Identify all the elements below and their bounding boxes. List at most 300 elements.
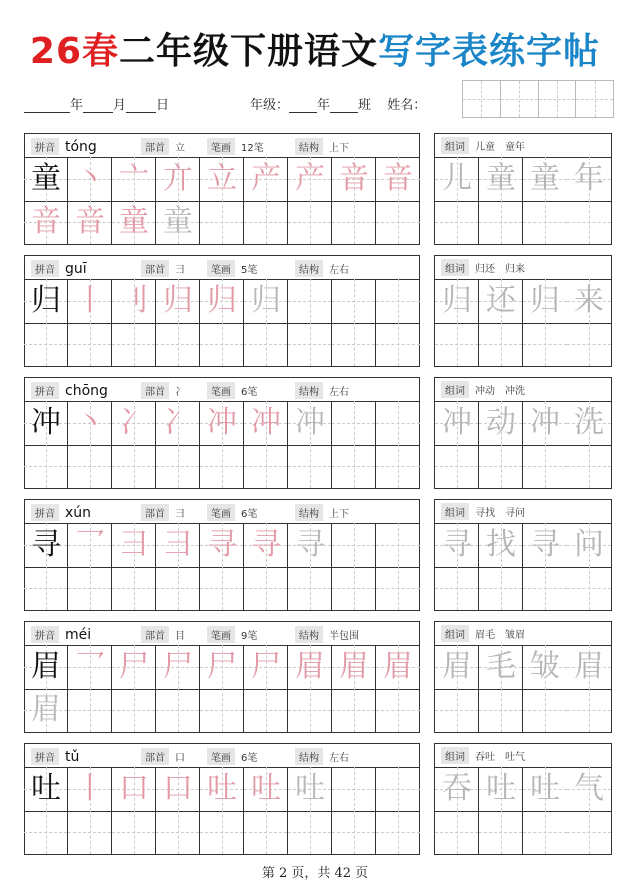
word-cell[interactable] — [523, 444, 567, 488]
words-panel — [434, 499, 612, 611]
words-value: 归还 归来 — [475, 264, 525, 275]
class-label: 班 — [358, 98, 372, 113]
word-cell[interactable] — [479, 688, 523, 732]
grid-cell[interactable] — [112, 200, 156, 244]
grid-cell[interactable] — [244, 645, 288, 689]
grid-cell[interactable] — [288, 566, 332, 610]
word-cell[interactable] — [567, 322, 611, 366]
grid-cell[interactable] — [112, 810, 156, 854]
grid-cell[interactable] — [244, 444, 288, 488]
word-cell[interactable] — [479, 200, 523, 244]
practice-grid — [25, 157, 419, 244]
grid-cell[interactable] — [332, 200, 376, 244]
header-group — [289, 748, 349, 765]
grid-cell[interactable] — [200, 810, 244, 854]
class-blank[interactable] — [330, 98, 358, 113]
word-cell[interactable] — [567, 688, 611, 732]
grid-cell[interactable] — [376, 279, 420, 323]
strokes-tag: 笔画 — [207, 748, 235, 765]
radical-tag: 部首 — [141, 748, 169, 765]
word-cell[interactable] — [479, 401, 523, 445]
word-cell[interactable] — [479, 444, 523, 488]
grid-cell[interactable] — [156, 810, 200, 854]
pinyin-tag: 拼音 — [31, 138, 59, 155]
grid-cell[interactable] — [156, 444, 200, 488]
radical-tag: 部首 — [141, 260, 169, 277]
grid-cell[interactable] — [332, 645, 376, 689]
grid-cell[interactable] — [112, 444, 156, 488]
stroke-step: 尸 — [119, 649, 149, 684]
pinyin-tag: 拼音 — [31, 504, 59, 521]
grid-cell[interactable] — [288, 444, 332, 488]
stroke-step: 冫 — [163, 405, 193, 440]
structure-value: 左右 — [329, 387, 349, 398]
grid-cell[interactable] — [68, 401, 112, 445]
grid-cell[interactable] — [24, 200, 68, 244]
pinyin-value: guī — [65, 260, 87, 277]
word-cell[interactable] — [523, 200, 567, 244]
radical-value: 彐 — [175, 265, 185, 276]
word-trace-char: 问 — [574, 527, 604, 562]
trace-char: 归 — [251, 283, 281, 318]
word-cell[interactable] — [435, 401, 479, 445]
stroke-step: 口 — [119, 771, 149, 806]
grid-cell[interactable] — [156, 523, 200, 567]
word-cell[interactable] — [479, 645, 523, 689]
words-header — [435, 256, 611, 280]
char-block — [24, 743, 614, 855]
word-cell[interactable] — [523, 767, 567, 811]
grid-cell[interactable] — [332, 566, 376, 610]
header-group — [135, 138, 185, 155]
word-cell[interactable] — [479, 523, 523, 567]
structure-tag: 结构 — [295, 382, 323, 399]
year-blank[interactable] — [24, 98, 70, 113]
word-trace-char: 归 — [442, 283, 472, 318]
radical-tag: 部首 — [141, 138, 169, 155]
char-block — [24, 377, 614, 489]
grid-cell[interactable] — [376, 401, 420, 445]
grid-cell[interactable] — [200, 401, 244, 445]
word-trace-char: 皱 — [530, 649, 560, 684]
word-cell[interactable] — [567, 566, 611, 610]
stroke-step: 刂 — [119, 283, 149, 318]
grid-cell[interactable] — [112, 688, 156, 732]
word-cell[interactable] — [435, 645, 479, 689]
grid-cell[interactable] — [112, 157, 156, 201]
grid-cell[interactable] — [200, 566, 244, 610]
grid-cell[interactable] — [288, 200, 332, 244]
stroke-step: 吐 — [207, 771, 237, 806]
grid-cell[interactable] — [200, 157, 244, 201]
grid-cell[interactable] — [376, 810, 420, 854]
header-group — [201, 382, 257, 399]
grid-cell[interactable] — [244, 688, 288, 732]
page-footer: 第 2 页，共 42 页 — [261, 866, 369, 881]
word-cell[interactable] — [523, 810, 567, 854]
header-group — [135, 626, 185, 643]
word-cell[interactable] — [523, 279, 567, 323]
grid-cell[interactable] — [68, 767, 112, 811]
practice-grid — [25, 767, 419, 854]
header-group — [135, 748, 185, 765]
grid-cell[interactable] — [332, 322, 376, 366]
pinyin-value: méi — [65, 626, 92, 643]
radical-value: 冫 — [175, 387, 185, 398]
grid-cell[interactable] — [112, 566, 156, 610]
stroke-step: 归 — [163, 283, 193, 318]
stroke-step: 尸 — [163, 649, 193, 684]
stroke-panel — [24, 621, 420, 733]
month-blank[interactable] — [83, 98, 113, 113]
name-cell[interactable] — [576, 81, 613, 117]
trace-char: 冲 — [295, 405, 325, 440]
grid-cell[interactable] — [288, 523, 332, 567]
header-group — [201, 748, 257, 765]
words-panel — [434, 621, 612, 733]
model-char: 眉 — [31, 649, 61, 684]
grid-cell[interactable] — [288, 279, 332, 323]
word-cell[interactable] — [435, 810, 479, 854]
grid-cell[interactable] — [68, 688, 112, 732]
name-cell[interactable] — [501, 81, 539, 117]
words-header — [435, 744, 611, 768]
grid-cell[interactable] — [332, 767, 376, 811]
stroke-panel — [24, 377, 420, 489]
word-trace-char: 毛 — [486, 649, 516, 684]
grid-cell[interactable] — [24, 645, 68, 689]
words-panel — [434, 133, 612, 245]
grid-cell[interactable] — [288, 810, 332, 854]
word-cell[interactable] — [435, 279, 479, 323]
grid-cell[interactable] — [156, 157, 200, 201]
stroke-step: 产 — [295, 161, 325, 196]
grid-cell[interactable] — [244, 566, 288, 610]
grid-cell[interactable] — [112, 645, 156, 689]
word-cell[interactable] — [479, 157, 523, 201]
header-group — [289, 504, 349, 521]
grid-cell[interactable] — [68, 200, 112, 244]
grid-cell[interactable] — [68, 523, 112, 567]
word-cell[interactable] — [567, 200, 611, 244]
word-cell[interactable] — [523, 566, 567, 610]
char-header — [25, 622, 419, 646]
word-cell[interactable] — [523, 645, 567, 689]
words-header — [435, 378, 611, 402]
word-cell[interactable] — [523, 688, 567, 732]
header-group — [135, 504, 185, 521]
stroke-step: 丨 — [75, 771, 105, 806]
stroke-step: 冲 — [207, 405, 237, 440]
word-cell[interactable] — [523, 401, 567, 445]
words-tag: 组词 — [441, 381, 469, 398]
pinyin-value: chōng — [65, 382, 108, 399]
word-cell[interactable] — [479, 810, 523, 854]
words-value: 冲动 冲洗 — [475, 386, 525, 397]
radical-value: 立 — [175, 143, 185, 154]
page-title — [0, 30, 630, 74]
word-cell[interactable] — [479, 566, 523, 610]
word-trace-char: 来 — [574, 283, 604, 318]
grid-cell[interactable] — [68, 645, 112, 689]
radical-value: 彐 — [175, 509, 185, 520]
stroke-step: 音 — [75, 204, 105, 239]
word-cell[interactable] — [479, 322, 523, 366]
word-cell[interactable] — [435, 688, 479, 732]
grid-cell[interactable] — [288, 322, 332, 366]
structure-tag: 结构 — [295, 626, 323, 643]
grid-cell[interactable] — [24, 566, 68, 610]
grid-cell[interactable] — [112, 523, 156, 567]
grid-cell[interactable] — [156, 645, 200, 689]
grid-cell[interactable] — [244, 523, 288, 567]
grid-cell[interactable] — [156, 279, 200, 323]
word-trace-char: 洗 — [574, 405, 604, 440]
word-cell[interactable] — [567, 279, 611, 323]
word-cell[interactable] — [567, 157, 611, 201]
stroke-step: 彐 — [119, 527, 149, 562]
name-cell[interactable] — [539, 81, 577, 117]
practice-grid — [25, 279, 419, 366]
word-trace-char: 冲 — [530, 405, 560, 440]
structure-tag: 结构 — [295, 260, 323, 277]
stroke-step: 彐 — [163, 527, 193, 562]
word-cell[interactable] — [435, 767, 479, 811]
grid-cell[interactable] — [332, 157, 376, 201]
word-cell[interactable] — [435, 322, 479, 366]
strokes-tag: 笔画 — [207, 382, 235, 399]
grid-cell[interactable] — [244, 322, 288, 366]
word-trace-char: 冲 — [442, 405, 472, 440]
word-cell[interactable] — [523, 157, 567, 201]
grid-cell[interactable] — [68, 566, 112, 610]
grid-cell[interactable] — [156, 401, 200, 445]
word-cell[interactable] — [435, 157, 479, 201]
structure-value: 半包围 — [329, 631, 359, 642]
header-group — [25, 382, 108, 399]
word-cell[interactable] — [479, 767, 523, 811]
grid-cell[interactable] — [156, 200, 200, 244]
word-trace-char: 寻 — [530, 527, 560, 562]
grid-cell[interactable] — [112, 322, 156, 366]
grid-cell[interactable] — [244, 401, 288, 445]
pinyin-value: tǔ — [65, 748, 80, 765]
grid-cell[interactable] — [112, 401, 156, 445]
grid-cell[interactable] — [288, 401, 332, 445]
grade-blank[interactable] — [289, 98, 317, 113]
stroke-step: 尸 — [207, 649, 237, 684]
word-cell[interactable] — [567, 444, 611, 488]
grid-cell[interactable] — [24, 157, 68, 201]
grid-cell[interactable] — [24, 322, 68, 366]
char-header — [25, 378, 419, 402]
stroke-step: 眉 — [339, 649, 369, 684]
words-tag: 组词 — [441, 747, 469, 764]
grid-cell[interactable] — [288, 688, 332, 732]
word-trace-char: 吐 — [486, 771, 516, 806]
grid-cell[interactable] — [156, 688, 200, 732]
word-cell[interactable] — [435, 444, 479, 488]
name-cell[interactable] — [463, 81, 501, 117]
grid-cell[interactable] — [376, 322, 420, 366]
strokes-tag: 笔画 — [207, 138, 235, 155]
pinyin-value: xún — [65, 504, 92, 521]
word-cell[interactable] — [567, 810, 611, 854]
month-label: 月 — [113, 98, 127, 113]
stroke-step: 童 — [119, 204, 149, 239]
header-group — [289, 260, 349, 277]
grid-cell[interactable] — [24, 279, 68, 323]
grid-cell[interactable] — [24, 523, 68, 567]
word-trace-char: 眉 — [574, 649, 604, 684]
grid-cell[interactable] — [68, 322, 112, 366]
grid-cell[interactable] — [332, 279, 376, 323]
model-char: 冲 — [31, 405, 61, 440]
grid-cell[interactable] — [156, 566, 200, 610]
words-panel — [434, 377, 612, 489]
char-block — [24, 255, 614, 367]
grid-cell[interactable] — [288, 157, 332, 201]
grid-cell[interactable] — [332, 444, 376, 488]
strokes-value: 12笔 — [241, 143, 264, 154]
word-cell[interactable] — [435, 523, 479, 567]
stroke-step: 尸 — [251, 649, 281, 684]
words-value: 吞吐 吐气 — [475, 752, 525, 763]
word-cell[interactable] — [567, 401, 611, 445]
grid-cell[interactable] — [376, 688, 420, 732]
header-group — [201, 138, 264, 155]
grid-cell[interactable] — [24, 401, 68, 445]
grid-cell[interactable] — [24, 688, 68, 732]
words-grid — [435, 157, 611, 244]
grid-cell[interactable] — [200, 688, 244, 732]
word-trace-char: 还 — [486, 283, 516, 318]
grid-cell[interactable] — [200, 523, 244, 567]
grid-cell[interactable] — [376, 157, 420, 201]
name-label: 姓名： — [387, 98, 427, 113]
grid-cell[interactable] — [112, 767, 156, 811]
grid-cell[interactable] — [332, 401, 376, 445]
grid-cell[interactable] — [156, 767, 200, 811]
grid-cell[interactable] — [244, 279, 288, 323]
grid-cell[interactable] — [332, 688, 376, 732]
grid-cell[interactable] — [112, 279, 156, 323]
stroke-step: 冲 — [251, 405, 281, 440]
grid-cell[interactable] — [376, 444, 420, 488]
word-cell[interactable] — [567, 645, 611, 689]
grid-cell[interactable] — [68, 444, 112, 488]
structure-tag: 结构 — [295, 138, 323, 155]
grid-cell[interactable] — [376, 645, 420, 689]
grid-cell[interactable] — [200, 279, 244, 323]
words-grid — [435, 767, 611, 854]
grid-cell[interactable] — [332, 810, 376, 854]
year-label: 年 — [70, 98, 84, 113]
grid-cell[interactable] — [68, 279, 112, 323]
grid-cell[interactable] — [332, 523, 376, 567]
stroke-step: 音 — [383, 161, 413, 196]
words-tag: 组词 — [441, 503, 469, 520]
grid-cell[interactable] — [288, 767, 332, 811]
day-blank[interactable] — [126, 98, 156, 113]
word-cell[interactable] — [567, 523, 611, 567]
words-grid — [435, 645, 611, 732]
stroke-step: 眉 — [295, 649, 325, 684]
word-cell[interactable] — [435, 566, 479, 610]
word-cell[interactable] — [435, 200, 479, 244]
radical-tag: 部首 — [141, 626, 169, 643]
stroke-step: 丶 — [75, 405, 105, 440]
word-trace-char: 年 — [574, 161, 604, 196]
stroke-step: 亠 — [119, 161, 149, 196]
structure-value: 左右 — [329, 753, 349, 764]
words-value: 眉毛 皱眉 — [475, 630, 525, 641]
word-cell[interactable] — [479, 279, 523, 323]
grid-cell[interactable] — [376, 767, 420, 811]
grid-cell[interactable] — [200, 767, 244, 811]
word-trace-char: 童 — [530, 161, 560, 196]
strokes-value: 6笔 — [241, 509, 258, 520]
words-value: 儿童 童年 — [475, 142, 525, 153]
structure-value: 左右 — [329, 265, 349, 276]
grid-cell[interactable] — [376, 523, 420, 567]
stroke-step: 丨 — [75, 283, 105, 318]
grid-cell[interactable] — [244, 200, 288, 244]
header-group — [201, 504, 257, 521]
word-cell[interactable] — [523, 523, 567, 567]
grid-cell[interactable] — [376, 200, 420, 244]
title-part-3: 写字表练字帖 — [378, 31, 601, 72]
stroke-panel — [24, 499, 420, 611]
header-group — [135, 382, 185, 399]
header-group — [289, 382, 349, 399]
structure-value: 上下 — [329, 143, 349, 154]
word-trace-char: 寻 — [442, 527, 472, 562]
grid-cell[interactable] — [200, 645, 244, 689]
grid-cell[interactable] — [244, 157, 288, 201]
grid-cell[interactable] — [200, 200, 244, 244]
grid-cell[interactable] — [200, 322, 244, 366]
word-trace-char: 归 — [530, 283, 560, 318]
name-box[interactable] — [462, 80, 614, 118]
grid-cell[interactable] — [200, 444, 244, 488]
word-cell[interactable] — [567, 767, 611, 811]
header-group — [201, 260, 257, 277]
grid-cell[interactable] — [244, 810, 288, 854]
char-block — [24, 621, 614, 733]
strokes-tag: 笔画 — [207, 626, 235, 643]
char-header — [25, 256, 419, 280]
practice-grid — [25, 523, 419, 610]
header-group — [25, 504, 91, 521]
grid-cell[interactable] — [288, 645, 332, 689]
grid-cell[interactable] — [24, 444, 68, 488]
grid-cell[interactable] — [156, 322, 200, 366]
grid-cell[interactable] — [24, 810, 68, 854]
header-group — [289, 626, 359, 643]
header-group — [25, 138, 97, 155]
header-group — [135, 260, 185, 277]
grid-cell[interactable] — [244, 767, 288, 811]
grid-cell[interactable] — [68, 810, 112, 854]
model-char: 归 — [31, 283, 61, 318]
words-header — [435, 134, 611, 158]
word-cell[interactable] — [523, 322, 567, 366]
grid-cell[interactable] — [376, 566, 420, 610]
grid-cell[interactable] — [24, 767, 68, 811]
stroke-panel — [24, 255, 420, 367]
grid-cell[interactable] — [68, 157, 112, 201]
